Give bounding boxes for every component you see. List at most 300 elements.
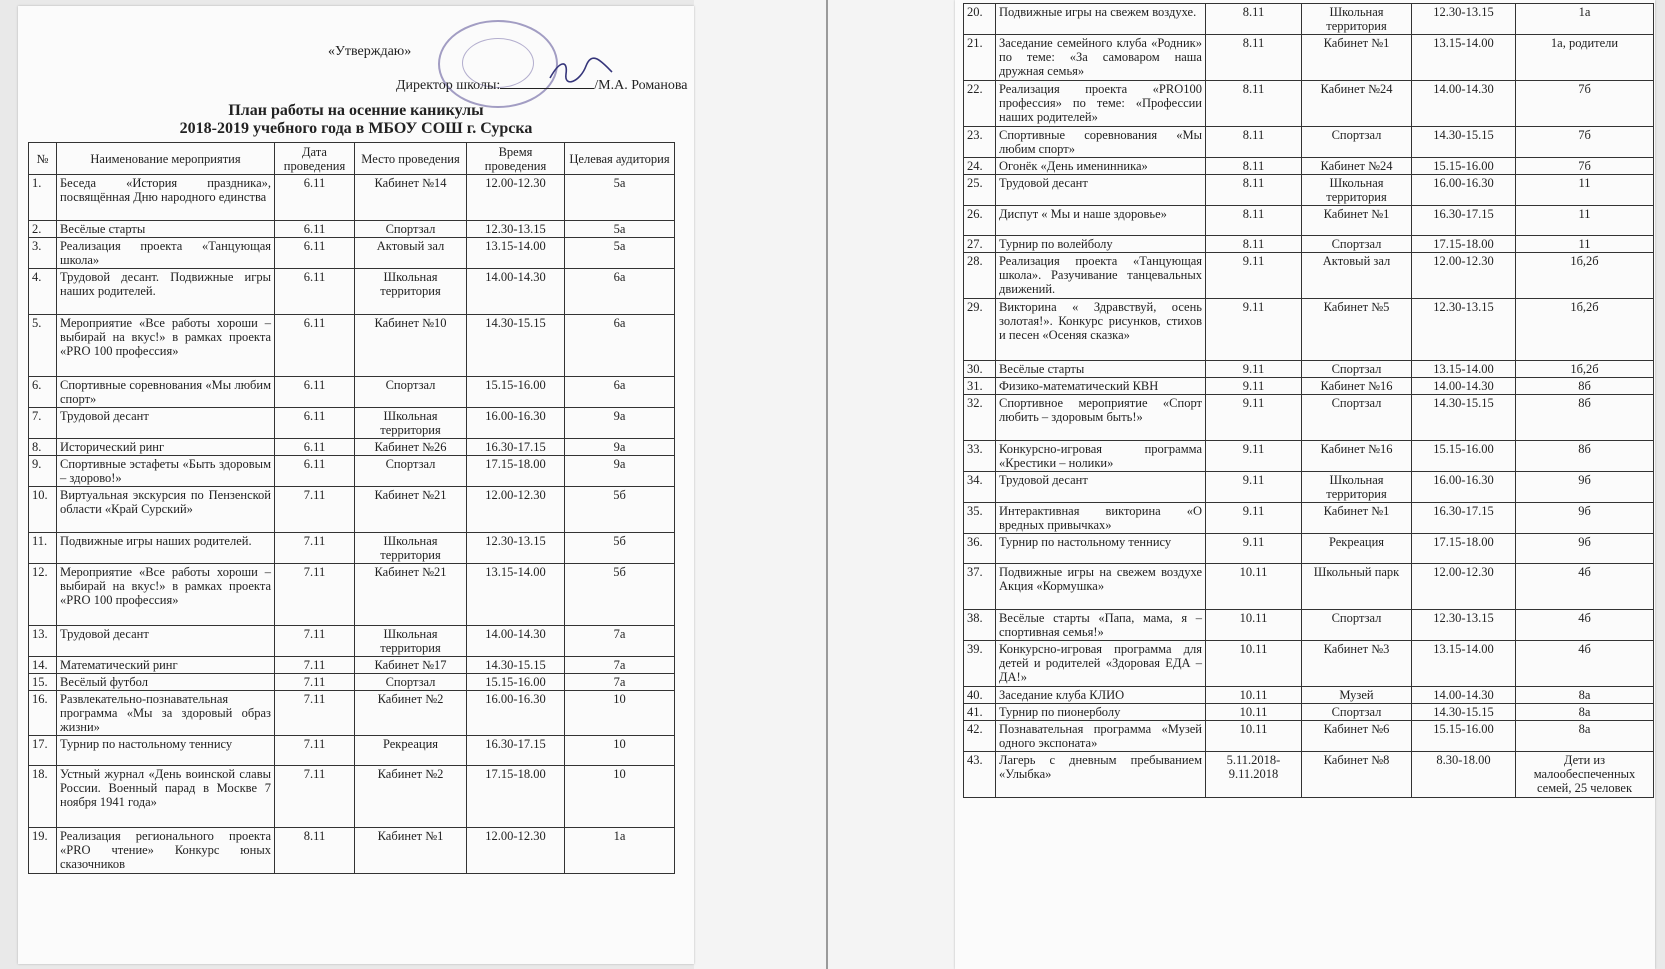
event-date-cell: 7.11 xyxy=(275,487,355,533)
event-audience-cell: 8б xyxy=(1516,441,1654,472)
event-time-cell: 15.15-16.00 xyxy=(1412,721,1516,752)
event-place-cell: Кабинет №24 xyxy=(1302,81,1412,127)
event-audience-cell: 11 xyxy=(1516,206,1654,236)
event-date-cell: 9.11 xyxy=(1206,299,1302,361)
event-date-cell: 7.11 xyxy=(275,564,355,626)
table-row xyxy=(29,175,675,221)
event-name-cell: Лагерь с дневным пребыванием «Улыбка» xyxy=(996,752,1206,798)
table-row xyxy=(964,641,1654,687)
event-place-cell: Кабинет №6 xyxy=(1302,721,1412,752)
row-number-cell: 15. xyxy=(29,674,57,691)
event-date-cell: 9.11 xyxy=(1206,503,1302,534)
event-time-cell: 15.15-16.00 xyxy=(467,674,565,691)
document-page-left xyxy=(18,6,694,964)
table-row xyxy=(29,377,675,408)
event-audience-cell: 1б,2б xyxy=(1516,253,1654,299)
event-time-cell: 17.15-18.00 xyxy=(467,766,565,828)
event-place-cell: Рекреация xyxy=(355,736,467,766)
event-time-cell: 8.30-18.00 xyxy=(1412,752,1516,798)
event-audience-cell: 9б xyxy=(1516,534,1654,564)
event-name-cell: Спортивные соревнования «Мы любим спорт» xyxy=(57,377,275,408)
event-date-cell: 6.11 xyxy=(275,175,355,221)
event-audience-cell: 5б xyxy=(565,487,675,533)
event-name-cell: Трудовой десант xyxy=(57,626,275,657)
event-date-cell: 7.11 xyxy=(275,691,355,736)
event-audience-cell: 5а xyxy=(565,238,675,269)
event-time-cell: 12.00-12.30 xyxy=(467,828,565,874)
event-place-cell: Спортзал xyxy=(355,221,467,238)
table-row xyxy=(964,206,1654,236)
event-date-cell: 6.11 xyxy=(275,269,355,315)
event-name-cell: Исторический ринг xyxy=(57,439,275,456)
event-audience-cell: 8б xyxy=(1516,395,1654,441)
event-date-cell: 9.11 xyxy=(1206,441,1302,472)
row-number-cell: 27. xyxy=(964,236,996,253)
event-name-cell: Конкурсно-игровая программа для детей и родителей «Здоровая ЕДА – ДА!» xyxy=(996,641,1206,687)
row-number-cell: 37. xyxy=(964,564,996,610)
event-name-cell: Подвижные игры на свежем воздухе Акция «Кормушка» xyxy=(996,564,1206,610)
event-date-cell: 7.11 xyxy=(275,626,355,657)
event-audience-cell: 10 xyxy=(565,691,675,736)
table-body-right xyxy=(964,4,1654,798)
event-name-cell: Заседание клуба КЛИО xyxy=(996,687,1206,704)
event-date-cell: 8.11 xyxy=(275,828,355,874)
event-time-cell: 15.15-16.00 xyxy=(1412,158,1516,175)
event-time-cell: 16.30-17.15 xyxy=(467,439,565,456)
event-audience-cell: 1а xyxy=(565,828,675,874)
event-place-cell: Кабинет №2 xyxy=(355,766,467,828)
event-name-cell: Интерактивная викторина «О вредных привычках» xyxy=(996,503,1206,534)
table-row xyxy=(29,657,675,674)
event-date-cell: 9.11 xyxy=(1206,253,1302,299)
event-place-cell: Спортзал xyxy=(355,674,467,691)
table-row xyxy=(964,35,1654,81)
event-name-cell: Мероприятие «Все работы хороши – выбирай на вкус!» в рамках проекта «PRO 100 профессия» xyxy=(57,564,275,626)
event-time-cell: 16.30-17.15 xyxy=(467,736,565,766)
event-place-cell: Спортзал xyxy=(1302,127,1412,158)
event-name-cell: Спортивные соревнования «Мы любим спорт» xyxy=(996,127,1206,158)
table-row xyxy=(29,456,675,487)
document-page-right xyxy=(955,0,1655,969)
row-number-cell: 35. xyxy=(964,503,996,534)
event-time-cell: 13.15-14.00 xyxy=(1412,641,1516,687)
event-date-cell: 8.11 xyxy=(1206,35,1302,81)
event-audience-cell: 5а xyxy=(565,221,675,238)
event-place-cell: Спортзал xyxy=(1302,704,1412,721)
event-audience-cell: 8а xyxy=(1516,721,1654,752)
event-name-cell: Реализация регионального проекта «PRO чтение» Конкурс юных сказочников xyxy=(57,828,275,874)
row-number-cell: 14. xyxy=(29,657,57,674)
table-row xyxy=(964,534,1654,564)
event-name-cell: Турнир по пионерболу xyxy=(996,704,1206,721)
event-name-cell: Весёлые старты xyxy=(57,221,275,238)
event-date-cell: 10.11 xyxy=(1206,641,1302,687)
event-time-cell: 14.00-14.30 xyxy=(1412,687,1516,704)
event-place-cell: Кабинет №21 xyxy=(355,487,467,533)
document-title: План работы на осенние каникулы xyxy=(228,102,484,119)
event-place-cell: Спортзал xyxy=(1302,236,1412,253)
table-row xyxy=(29,315,675,377)
event-audience-cell: 1а, родители xyxy=(1516,35,1654,81)
event-place-cell: Школьная территория xyxy=(355,269,467,315)
row-number-cell: 17. xyxy=(29,736,57,766)
event-date-cell: 6.11 xyxy=(275,315,355,377)
director-line xyxy=(396,76,688,94)
event-audience-cell: 8а xyxy=(1516,687,1654,704)
event-name-cell: Физико-математический КВН xyxy=(996,378,1206,395)
event-time-cell: 14.30-15.15 xyxy=(467,657,565,674)
event-time-cell: 17.15-18.00 xyxy=(467,456,565,487)
event-name-cell: Реализация проекта «PRO100 профессия» по теме: «Профессии наших родителей» xyxy=(996,81,1206,127)
row-number-cell: 16. xyxy=(29,691,57,736)
event-audience-cell: 9б xyxy=(1516,472,1654,503)
table-row xyxy=(29,487,675,533)
event-name-cell: Устный журнал «День воинской славы России. Военный парад в Москве 7 ноября 1941 года» xyxy=(57,766,275,828)
table-row xyxy=(29,408,675,439)
event-time-cell: 14.30-15.15 xyxy=(1412,395,1516,441)
event-time-cell: 16.00-16.30 xyxy=(1412,175,1516,206)
row-number-cell: 9. xyxy=(29,456,57,487)
table-row xyxy=(964,721,1654,752)
event-audience-cell: 1б,2б xyxy=(1516,299,1654,361)
event-place-cell: Кабинет №5 xyxy=(1302,299,1412,361)
event-audience-cell: 1б,2б xyxy=(1516,361,1654,378)
row-number-cell: 31. xyxy=(964,378,996,395)
event-place-cell: Кабинет №24 xyxy=(1302,158,1412,175)
event-time-cell: 16.00-16.30 xyxy=(1412,472,1516,503)
table-row xyxy=(29,221,675,238)
event-name-cell: Подвижные игры на свежем воздухе. xyxy=(996,4,1206,35)
event-name-cell: Мероприятие «Все работы хороши – выбирай на вкус!» в рамках проекта «PRO 100 профессия» xyxy=(57,315,275,377)
event-place-cell: Актовый зал xyxy=(355,238,467,269)
event-audience-cell: 5а xyxy=(565,175,675,221)
table-row xyxy=(964,704,1654,721)
event-date-cell: 8.11 xyxy=(1206,4,1302,35)
event-time-cell: 14.00-14.30 xyxy=(467,269,565,315)
event-audience-cell: 11 xyxy=(1516,236,1654,253)
event-time-cell: 12.00-12.30 xyxy=(1412,564,1516,610)
event-date-cell: 7.11 xyxy=(275,657,355,674)
event-date-cell: 8.11 xyxy=(1206,206,1302,236)
row-number-cell: 8. xyxy=(29,439,57,456)
event-place-cell: Кабинет №21 xyxy=(355,564,467,626)
event-date-cell: 6.11 xyxy=(275,238,355,269)
event-date-cell: 9.11 xyxy=(1206,361,1302,378)
row-number-cell: 6. xyxy=(29,377,57,408)
event-time-cell: 13.15-14.00 xyxy=(1412,35,1516,81)
director-name: /М.А. Романова xyxy=(594,78,688,93)
event-date-cell: 10.11 xyxy=(1206,564,1302,610)
row-number-cell: 36. xyxy=(964,534,996,564)
row-number-cell: 24. xyxy=(964,158,996,175)
event-audience-cell: 7а xyxy=(565,674,675,691)
table-row xyxy=(964,687,1654,704)
event-place-cell: Кабинет №17 xyxy=(355,657,467,674)
event-time-cell: 13.15-14.00 xyxy=(467,238,565,269)
table-row xyxy=(29,564,675,626)
event-place-cell: Кабинет №16 xyxy=(1302,441,1412,472)
event-date-cell: 10.11 xyxy=(1206,704,1302,721)
event-place-cell: Кабинет №16 xyxy=(1302,378,1412,395)
row-number-cell: 42. xyxy=(964,721,996,752)
director-label: Директор школы: xyxy=(396,78,501,93)
event-name-cell: Беседа «История праздника», посвящённая Дню народного единства xyxy=(57,175,275,221)
event-date-cell: 6.11 xyxy=(275,439,355,456)
event-audience-cell: 8б xyxy=(1516,378,1654,395)
event-date-cell: 6.11 xyxy=(275,377,355,408)
table-row xyxy=(29,736,675,766)
event-time-cell: 12.30-13.15 xyxy=(1412,4,1516,35)
table-row xyxy=(964,441,1654,472)
table-row xyxy=(964,564,1654,610)
event-time-cell: 13.15-14.00 xyxy=(467,564,565,626)
event-time-cell: 12.00-12.30 xyxy=(467,175,565,221)
row-number-cell: 5. xyxy=(29,315,57,377)
table-row xyxy=(964,127,1654,158)
event-time-cell: 14.00-14.30 xyxy=(1412,81,1516,127)
event-audience-cell: 10 xyxy=(565,736,675,766)
event-name-cell: Спортивные эстафеты «Быть здоровым – здорово!» xyxy=(57,456,275,487)
event-name-cell: Трудовой десант xyxy=(996,175,1206,206)
row-number-cell: 43. xyxy=(964,752,996,798)
event-date-cell: 10.11 xyxy=(1206,610,1302,641)
table-row xyxy=(964,472,1654,503)
row-number-cell: 2. xyxy=(29,221,57,238)
event-name-cell: Турнир по настольному теннису xyxy=(996,534,1206,564)
schedule-table-right xyxy=(963,3,1654,798)
event-time-cell: 12.30-13.15 xyxy=(467,221,565,238)
schedule-table-left xyxy=(28,142,675,874)
event-name-cell: Трудовой десант xyxy=(57,408,275,439)
event-place-cell: Кабинет №1 xyxy=(355,828,467,874)
event-time-cell: 14.00-14.30 xyxy=(467,626,565,657)
approval-label: «Утверждаю» xyxy=(328,44,412,59)
row-number-cell: 30. xyxy=(964,361,996,378)
event-audience-cell: 9а xyxy=(565,408,675,439)
col-header-time: Время проведения xyxy=(467,143,565,175)
event-name-cell: Весёлый футбол xyxy=(57,674,275,691)
row-number-cell: 3. xyxy=(29,238,57,269)
event-time-cell: 14.30-15.15 xyxy=(467,315,565,377)
event-audience-cell: Дети из малообеспеченных семей, 25 человек xyxy=(1516,752,1654,798)
row-number-cell: 10. xyxy=(29,487,57,533)
event-audience-cell: 5б xyxy=(565,564,675,626)
event-time-cell: 12.00-12.30 xyxy=(467,487,565,533)
event-date-cell: 8.11 xyxy=(1206,127,1302,158)
event-time-cell: 15.15-16.00 xyxy=(467,377,565,408)
event-name-cell: Развлекательно-познавательная программа «Мы за здоровый образ жизни» xyxy=(57,691,275,736)
table-row xyxy=(29,238,675,269)
event-date-cell: 6.11 xyxy=(275,408,355,439)
row-number-cell: 33. xyxy=(964,441,996,472)
table-row xyxy=(29,626,675,657)
school-seal-stamp xyxy=(438,20,558,108)
table-row xyxy=(964,610,1654,641)
event-name-cell: Трудовой десант xyxy=(996,472,1206,503)
event-audience-cell: 6а xyxy=(565,315,675,377)
event-name-cell: Реализация проекта «Танцующая школа» xyxy=(57,238,275,269)
table-row xyxy=(964,236,1654,253)
event-place-cell: Спортзал xyxy=(1302,395,1412,441)
table-row xyxy=(964,81,1654,127)
event-time-cell: 14.00-14.30 xyxy=(1412,378,1516,395)
event-date-cell: 8.11 xyxy=(1206,81,1302,127)
event-name-cell: Подвижные игры наших родителей. xyxy=(57,533,275,564)
event-place-cell: Школьная территория xyxy=(1302,175,1412,206)
event-date-cell: 8.11 xyxy=(1206,158,1302,175)
table-row xyxy=(29,828,675,874)
row-number-cell: 29. xyxy=(964,299,996,361)
event-audience-cell: 7б xyxy=(1516,127,1654,158)
table-row xyxy=(29,269,675,315)
event-date-cell: 8.11 xyxy=(1206,175,1302,206)
event-name-cell: Огонёк «День именинника» xyxy=(996,158,1206,175)
row-number-cell: 19. xyxy=(29,828,57,874)
event-audience-cell: 9а xyxy=(565,439,675,456)
event-date-cell: 7.11 xyxy=(275,736,355,766)
event-place-cell: Школьная территория xyxy=(1302,472,1412,503)
event-audience-cell: 7а xyxy=(565,657,675,674)
table-row xyxy=(29,533,675,564)
row-number-cell: 38. xyxy=(964,610,996,641)
event-audience-cell: 4б xyxy=(1516,610,1654,641)
row-number-cell: 39. xyxy=(964,641,996,687)
event-date-cell: 6.11 xyxy=(275,456,355,487)
row-number-cell: 18. xyxy=(29,766,57,828)
event-time-cell: 16.00-16.30 xyxy=(467,691,565,736)
signature-line xyxy=(500,76,594,89)
row-number-cell: 40. xyxy=(964,687,996,704)
event-audience-cell: 4б xyxy=(1516,641,1654,687)
table-row xyxy=(964,175,1654,206)
event-audience-cell: 7а xyxy=(565,626,675,657)
event-place-cell: Рекреация xyxy=(1302,534,1412,564)
row-number-cell: 41. xyxy=(964,704,996,721)
row-number-cell: 28. xyxy=(964,253,996,299)
event-date-cell: 7.11 xyxy=(275,674,355,691)
event-audience-cell: 7б xyxy=(1516,158,1654,175)
event-place-cell: Кабинет №1 xyxy=(1302,35,1412,81)
event-place-cell: Школьная территория xyxy=(1302,4,1412,35)
row-number-cell: 20. xyxy=(964,4,996,35)
event-place-cell: Школьная территория xyxy=(355,408,467,439)
event-place-cell: Музей xyxy=(1302,687,1412,704)
event-name-cell: Математический ринг xyxy=(57,657,275,674)
event-date-cell: 9.11 xyxy=(1206,378,1302,395)
col-header-place: Место проведения xyxy=(355,143,467,175)
table-row xyxy=(964,253,1654,299)
table-row xyxy=(964,299,1654,361)
table-row xyxy=(964,158,1654,175)
event-time-cell: 14.30-15.15 xyxy=(1412,704,1516,721)
event-time-cell: 12.30-13.15 xyxy=(1412,610,1516,641)
event-audience-cell: 4б xyxy=(1516,564,1654,610)
row-number-cell: 4. xyxy=(29,269,57,315)
event-place-cell: Школьная территория xyxy=(355,626,467,657)
row-number-cell: 21. xyxy=(964,35,996,81)
table-row xyxy=(29,674,675,691)
page-gap xyxy=(694,0,955,969)
event-place-cell: Спортзал xyxy=(355,377,467,408)
table-row xyxy=(964,395,1654,441)
event-audience-cell: 8а xyxy=(1516,704,1654,721)
event-date-cell: 9.11 xyxy=(1206,534,1302,564)
event-name-cell: Конкурсно-игровая программа «Крестики – нолики» xyxy=(996,441,1206,472)
event-time-cell: 13.15-14.00 xyxy=(1412,361,1516,378)
event-place-cell: Кабинет №10 xyxy=(355,315,467,377)
event-place-cell: Спортзал xyxy=(1302,610,1412,641)
col-header-date: Дата проведения xyxy=(275,143,355,175)
binding-fold xyxy=(826,0,828,969)
table-row xyxy=(964,361,1654,378)
event-name-cell: Спортивное мероприятие «Спорт любить – здоровым быть!» xyxy=(996,395,1206,441)
table-row xyxy=(29,766,675,828)
event-place-cell: Школьный парк xyxy=(1302,564,1412,610)
event-audience-cell: 5б xyxy=(565,533,675,564)
row-number-cell: 1. xyxy=(29,175,57,221)
row-number-cell: 12. xyxy=(29,564,57,626)
event-audience-cell: 9а xyxy=(565,456,675,487)
table-body-left xyxy=(29,175,675,874)
event-place-cell: Актовый зал xyxy=(1302,253,1412,299)
row-number-cell: 32. xyxy=(964,395,996,441)
col-header-number: № xyxy=(29,143,57,175)
event-time-cell: 16.00-16.30 xyxy=(467,408,565,439)
event-time-cell: 16.30-17.15 xyxy=(1412,206,1516,236)
event-time-cell: 16.30-17.15 xyxy=(1412,503,1516,534)
event-place-cell: Кабинет №8 xyxy=(1302,752,1412,798)
event-place-cell: Кабинет №14 xyxy=(355,175,467,221)
table-row xyxy=(29,691,675,736)
table-row xyxy=(29,439,675,456)
event-name-cell: Диспут « Мы и наше здоровье» xyxy=(996,206,1206,236)
event-date-cell: 10.11 xyxy=(1206,687,1302,704)
event-date-cell: 10.11 xyxy=(1206,721,1302,752)
event-name-cell: Реализация проекта «Танцующая школа». Разучивание танцевальных движений. xyxy=(996,253,1206,299)
table-header-row xyxy=(29,143,675,175)
event-date-cell: 9.11 xyxy=(1206,395,1302,441)
event-time-cell: 12.00-12.30 xyxy=(1412,253,1516,299)
event-place-cell: Кабинет №1 xyxy=(1302,206,1412,236)
event-time-cell: 14.30-15.15 xyxy=(1412,127,1516,158)
event-date-cell: 9.11 xyxy=(1206,472,1302,503)
row-number-cell: 22. xyxy=(964,81,996,127)
event-time-cell: 17.15-18.00 xyxy=(1412,534,1516,564)
table-row xyxy=(964,4,1654,35)
event-date-cell: 5.11.2018-9.11.2018 xyxy=(1206,752,1302,798)
event-place-cell: Спортзал xyxy=(355,456,467,487)
event-name-cell: Заседание семейного клуба «Родник» по теме: «За самоваром наша дружная семья» xyxy=(996,35,1206,81)
event-place-cell: Кабинет №1 xyxy=(1302,503,1412,534)
event-audience-cell: 6а xyxy=(565,269,675,315)
event-name-cell: Турнир по волейболу xyxy=(996,236,1206,253)
row-number-cell: 13. xyxy=(29,626,57,657)
event-name-cell: Весёлые старты xyxy=(996,361,1206,378)
event-place-cell: Спортзал xyxy=(1302,361,1412,378)
table-row xyxy=(964,752,1654,798)
document-subtitle: 2018-2019 учебного года в МБОУ СОШ г. Сурска xyxy=(179,120,533,137)
event-name-cell: Викторина « Здравствуй, осень золотая!». Конкурс рисунков, стихов и песен «Осеняя сказка» xyxy=(996,299,1206,361)
event-audience-cell: 1а xyxy=(1516,4,1654,35)
event-audience-cell: 6а xyxy=(565,377,675,408)
row-number-cell: 26. xyxy=(964,206,996,236)
row-number-cell: 34. xyxy=(964,472,996,503)
col-header-name: Наименование мероприятия xyxy=(57,143,275,175)
event-date-cell: 6.11 xyxy=(275,221,355,238)
event-name-cell: Весёлые старты «Папа, мама, я – спортивная семья!» xyxy=(996,610,1206,641)
event-date-cell: 8.11 xyxy=(1206,236,1302,253)
row-number-cell: 7. xyxy=(29,408,57,439)
